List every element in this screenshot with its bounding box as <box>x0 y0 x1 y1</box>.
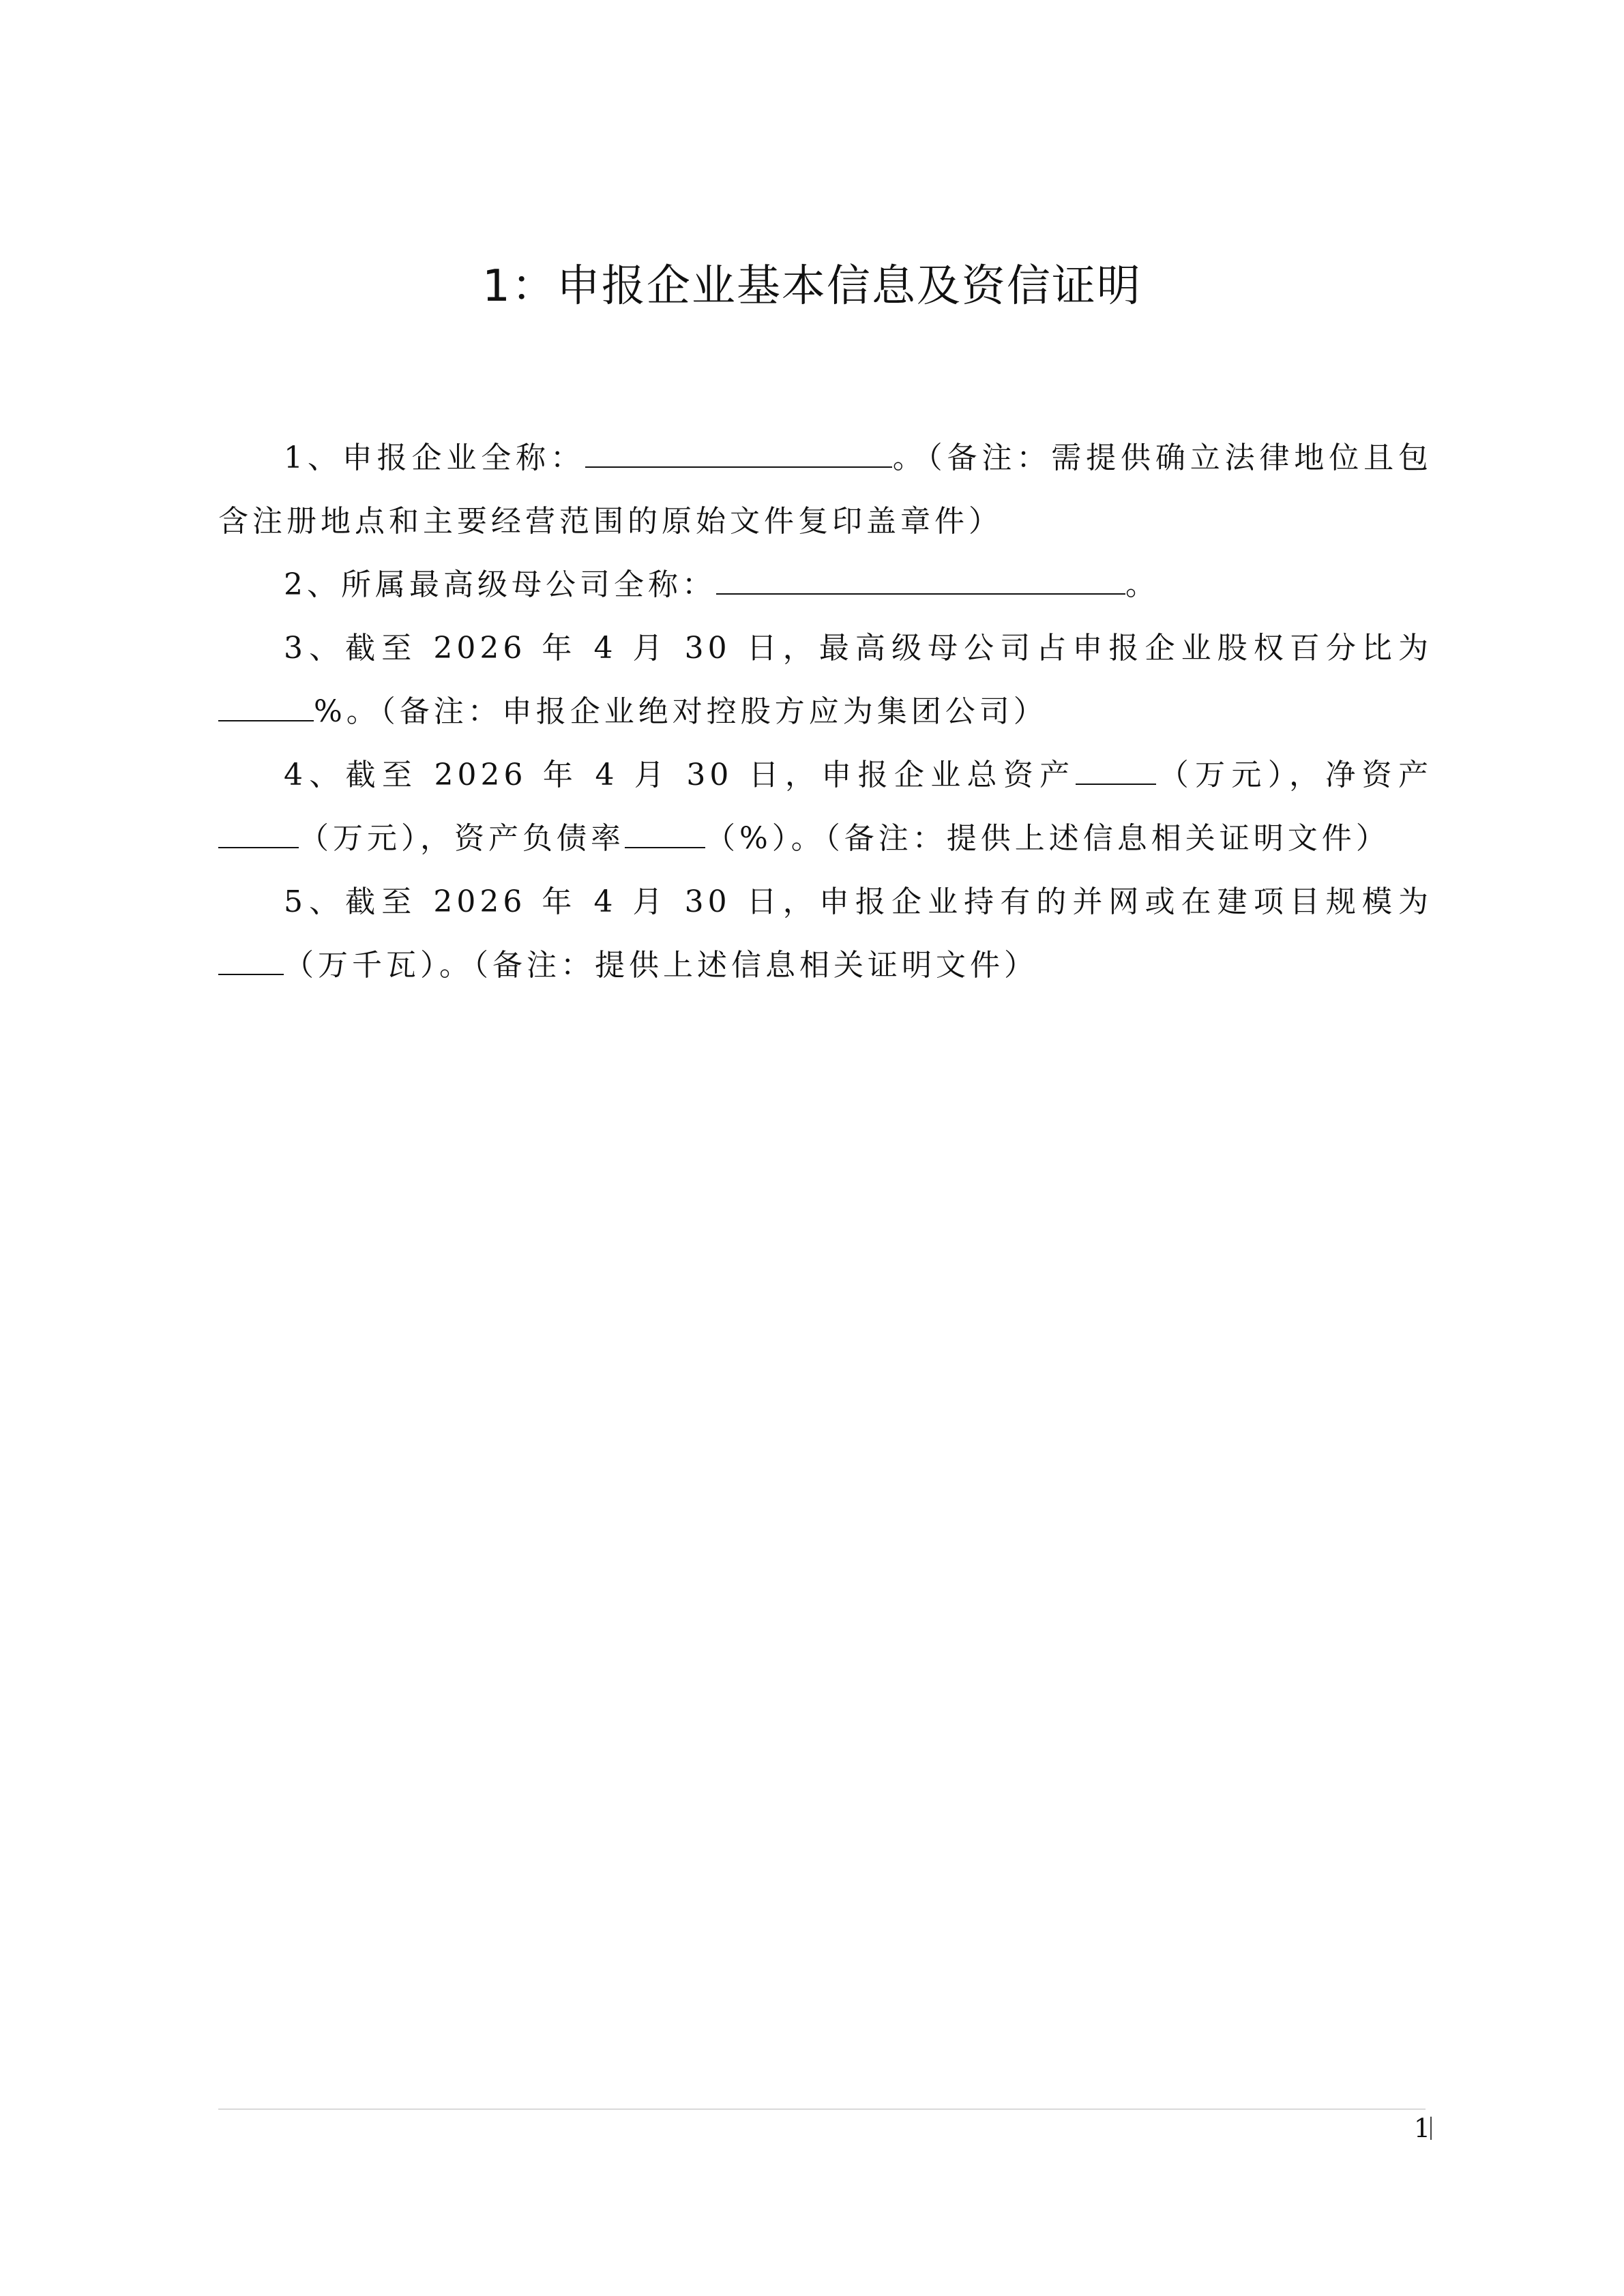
item-1-note: 。（备注：需提供确立法律地位且包含注册地点和主要经营范围的原始文件复印盖章件） <box>218 441 1433 539</box>
item-4-note: （%）。（备注：提供上述信息相关证明文件） <box>705 821 1390 856</box>
document-title: 1：申报企业基本信息及资信证明 <box>482 261 1142 312</box>
equity-ratio-blank <box>218 693 314 721</box>
item-4-label: 4、截至 2026 年 4 月 30 日，申报企业总资产 <box>284 758 1076 792</box>
footer-divider <box>218 2108 1426 2110</box>
page-number: 1 <box>1413 2113 1430 2143</box>
project-scale-blank <box>218 946 284 975</box>
item-2-end: 。 <box>1125 567 1160 602</box>
item-3-note: %。（备注：申报企业绝对控股方应为集团公司） <box>314 694 1048 729</box>
item-5-project-scale <box>218 870 1432 997</box>
item-2-parent-company <box>218 553 1432 616</box>
net-assets-blank <box>218 820 299 848</box>
document-body <box>218 426 1432 997</box>
item-1-enterprise-name <box>218 426 1432 553</box>
total-assets-blank <box>1076 756 1156 785</box>
item-4-assets <box>218 743 1432 870</box>
item-1-label: 1、申报企业全称： <box>284 441 585 475</box>
item-4-debt-ratio-label: （万元），资产负债率 <box>299 821 625 856</box>
enterprise-name-blank <box>585 439 892 468</box>
item-3-equity-ratio <box>218 616 1432 743</box>
item-5-label: 5、截至 2026 年 4 月 30 日，申报企业持有的并网或在建项目规模为 <box>284 884 1432 919</box>
debt-ratio-blank <box>625 820 705 848</box>
parent-company-blank <box>716 566 1125 595</box>
item-2-label: 2、所属最高级母公司全称： <box>284 567 716 602</box>
item-3-label: 3、截至 2026 年 4 月 30 日，最高级母公司占申报企业股权百分比为 <box>284 631 1432 666</box>
item-4-net-assets-label: （万元），净资产 <box>1156 758 1433 792</box>
item-5-note: （万千瓦）。（备注：提供上述信息相关证明文件） <box>284 948 1038 983</box>
page-number-separator <box>1430 2117 1432 2140</box>
